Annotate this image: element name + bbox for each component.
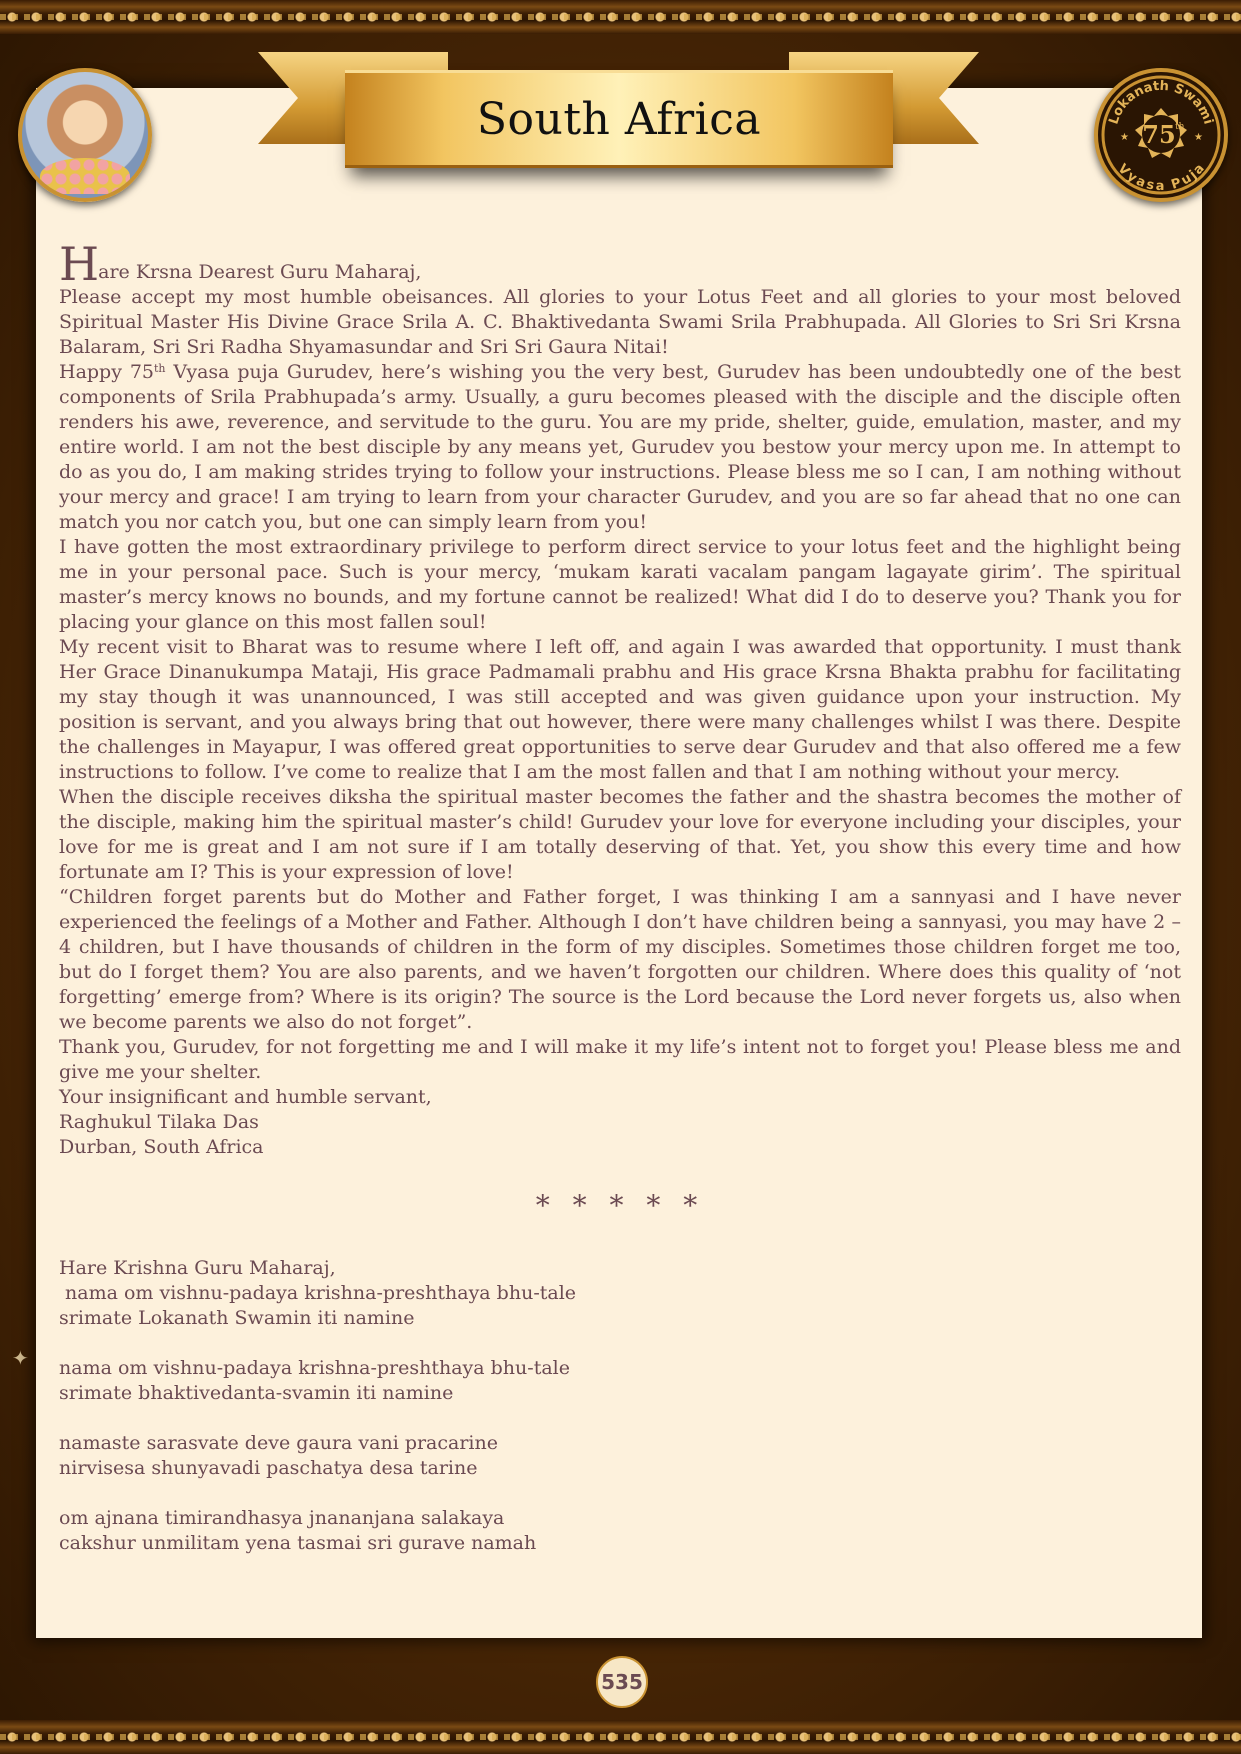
paragraph-6: “Children forget parents but do Mother and Father forget, I was thinking I am a sannyasi and I have never experienced the feelings of a Mother and Father. Although I don’t have children being a sannyasi, you may have 2 – 4 children, but I have thousands of children in the form of my disciples. Sometimes those children forget me too, but do I forget them? You are also parents, and we haven’t forgotten our children. Where does this quality of ‘not forgetting’ emerge from? Where is its origin? The source is the Lord because the Lord never forgets us, also when we become parents we also do not forget”. <box>59 886 1181 1033</box>
verse3-line2: nirvisesa shunyavadi paschatya desa tarine <box>59 1457 478 1479</box>
title-banner <box>345 70 893 168</box>
seal-graphic <box>1098 72 1224 198</box>
salutation-text: are Krsna Dearest Guru Maharaj, <box>98 261 422 283</box>
verse2-line2: srimate bhaktivedanta-svamin iti namine <box>59 1382 454 1404</box>
decorative-bottom-border <box>0 1720 1241 1754</box>
letter-body <box>59 237 1181 1556</box>
verse2-line1: nama om vishnu-padaya krishna-preshthaya bhu-tale <box>59 1357 570 1379</box>
letter1-salutation <box>59 237 1181 291</box>
garland-decoration <box>40 158 130 194</box>
closing-line: Your insignificant and humble servant, <box>59 1086 432 1108</box>
verse3-line1: namaste sarasvate deve gaura vani pracarine <box>59 1432 498 1454</box>
seal-top-text: Lokanath Swami <box>1106 78 1216 127</box>
ordinal-superscript: th <box>154 362 166 375</box>
paragraph-2-rest: Vyasa puja Gurudev, here’s wishing you the very best, Gurudev has been undoubtedly one of the best components of Srila Prabhupada’s army. Usually, a guru becomes pleased with the disciple and the disciple often renders his awe, reverence, and servitude to the guru. You are my pride, shelter, guide, emulation, master, and my entire world. I am not the best disciple by any means yet, Gurudev you bestow your mercy upon me. In attempt to do as you do, I am making strides trying to follow your instructions. Please bless me so I can, I am nothing without your mercy and grace! I am trying to learn from your character Gurudev, and you are so far ahead that no one can match you nor catch you, but one can simply learn from you! <box>59 361 1181 533</box>
verse-gap <box>59 1331 1181 1356</box>
verse4-line1: om ajnana timirandhasya jnananjana salakaya <box>59 1507 505 1529</box>
decorative-top-border <box>0 0 1241 34</box>
svg-text:★: ★ <box>1120 132 1129 143</box>
paragraph-7: Thank you, Gurudev, for not forgetting me and I will make it my life’s intent not to forget you! Please bless me and give me your shelter. <box>59 1036 1181 1083</box>
verse1-line1: nama om vishnu-padaya krishna-preshthaya bhu-tale <box>59 1282 577 1304</box>
guru-portrait <box>18 68 152 202</box>
sparkle-icon: ✦ <box>12 1346 29 1370</box>
page-number: 535 <box>596 1656 648 1708</box>
verse1-line2: srimate Lokanath Swamin iti namine <box>59 1307 415 1329</box>
paragraph-2 <box>59 360 1181 535</box>
svg-text:★: ★ <box>1194 132 1203 143</box>
paragraph-3: I have gotten the most extraordinary privilege to perform direct service to your lotus feet and the highlight being me in your personal pace. Such is your mercy, ‘mukam karati vacalam pangam lagayate girim’. The spiritual master’s mercy knows no bounds, and my fortune cannot be realized! What did I do to deserve you? Thank you for placing your glance on this most fallen soul! <box>59 536 1181 633</box>
paragraph-1: Please accept my most humble obeisances. All glories to your Lotus Feet and all glories to your most beloved Spiritual Master His Divine Grace Srila A. C. Bhaktivedanta Swami Srila Prabhupada. All Glories to Sri Sri Krsna Balaram, Sri Sri Radha Shyamasundar and Sri Sri Gaura Nitai! <box>59 286 1181 358</box>
svg-text:Vyasa Puja <box>1114 161 1207 194</box>
signature-name: Raghukul Tilaka Das <box>59 1111 259 1133</box>
letter2-salutation: Hare Krishna Guru Maharaj, <box>59 1257 336 1279</box>
anniversary-seal-logo <box>1094 68 1228 202</box>
verse-gap <box>59 1406 1181 1431</box>
verse-gap <box>59 1481 1181 1506</box>
page-title: South Africa <box>476 93 762 145</box>
seal-bottom-text: Vyasa Puja <box>1114 161 1208 195</box>
signature-place: Durban, South Africa <box>59 1136 264 1158</box>
paragraph-2-start: Happy 75 <box>59 361 155 383</box>
verse4-line2: cakshur unmilitam yena tasmai sri gurave namah <box>59 1532 537 1554</box>
paragraph-4: My recent visit to Bharat was to resume where I left off, and again I was awarded that opportunity. I must thank Her Grace Dinanukumpa Mataji, His grace Padmamali prabhu and His grace Krsna Bhakta prabhu for facilitating my stay though it was unannounced, I was still accepted and was given guidance upon your instruction. My position is servant, and you always bring that out however, there were many challenges whilst I was there. Despite the challenges in Mayapur, I was offered great opportunities to serve dear Gurudev and that also offered me a few instructions to follow. I’ve come to realize that I am the most fallen and that I am nothing without your mercy. <box>59 636 1181 783</box>
drop-cap: H <box>59 237 99 291</box>
paragraph-5: When the disciple receives diksha the spiritual master becomes the father and the shastra becomes the mother of the disciple, making him the spiritual master’s child! Gurudev your love for everyone including your disciples, your love for me is great and I am not sure if I am totally deserving of that. Yet, you show this every time and how fortunate am I? This is your expression of love! <box>59 786 1181 883</box>
section-separator: * * * * * <box>535 1189 705 1222</box>
seal-number: 75 <box>1142 120 1176 149</box>
seal-superscript: th <box>1175 122 1185 132</box>
